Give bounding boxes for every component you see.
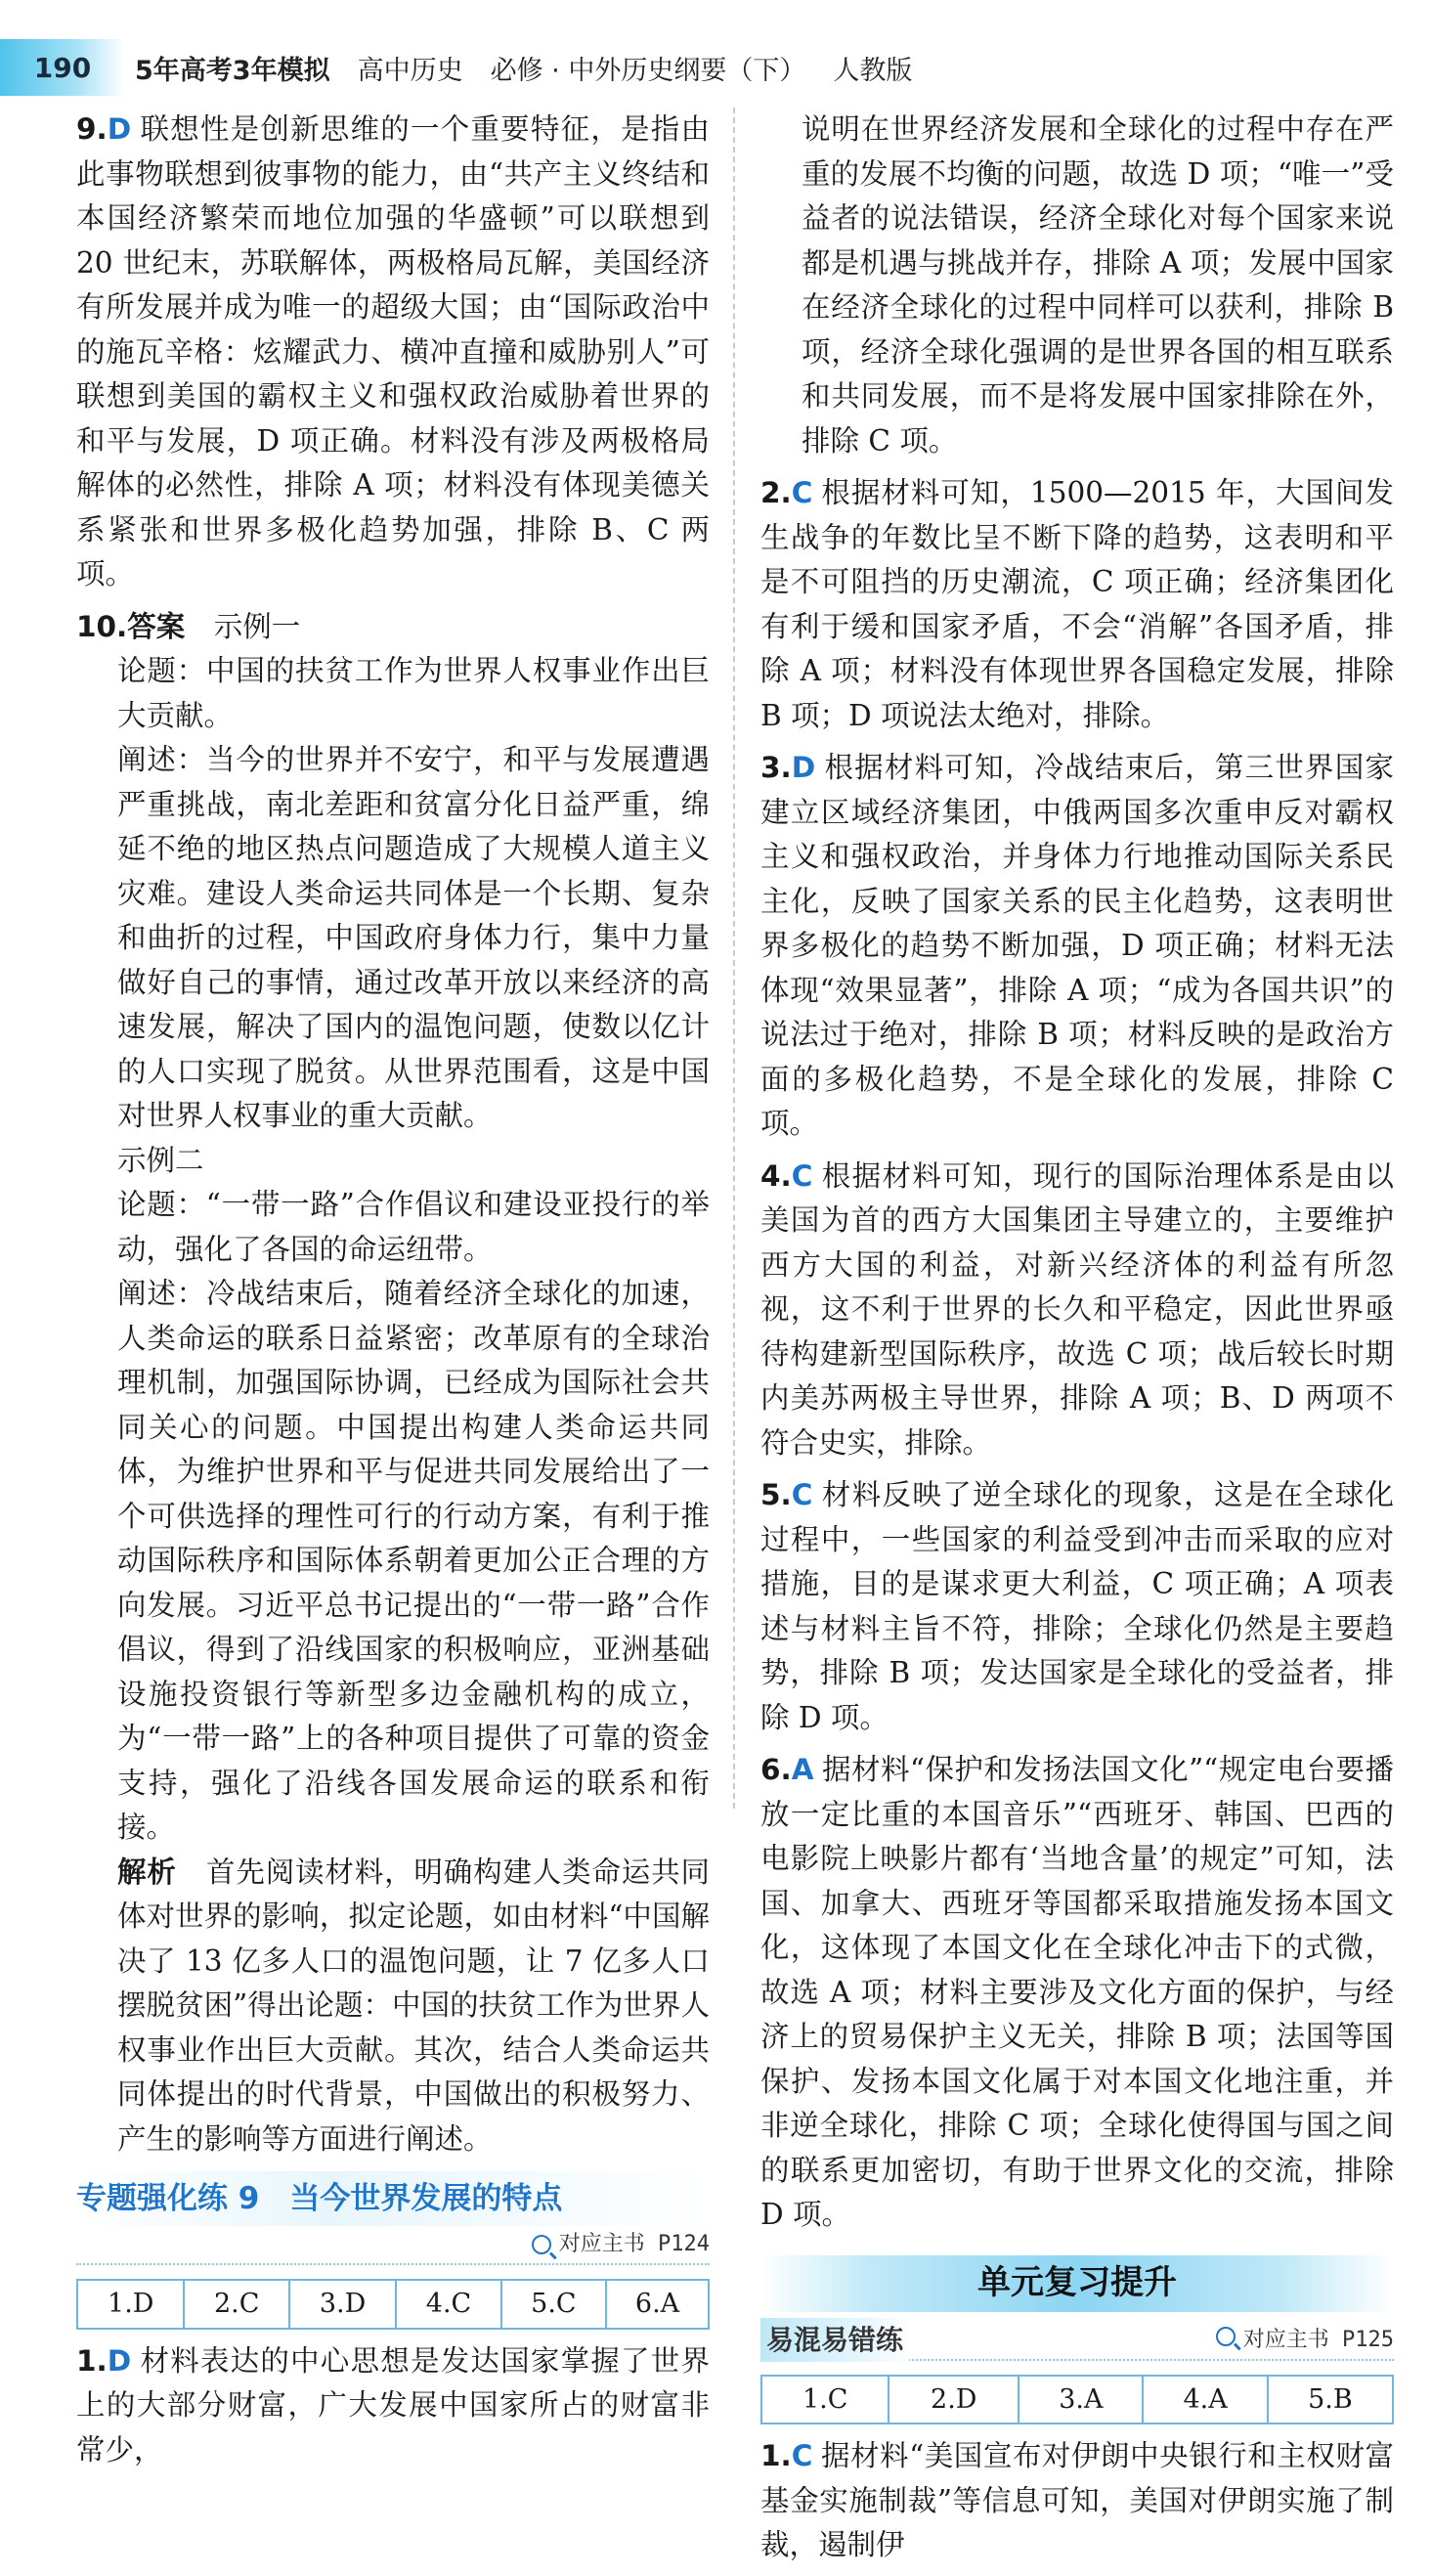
elaboration-text: 阐述：冷战结束后，随着经济全球化的加速，人类命运的联系日益紧密；改革原有的全球治理机制，加强国际协调，已经成为国际社会共同关心的问题。中国提出构建人类命运共同体，为维护世界和平与促进共同发展给出了一个可供选择的理性可行的行动方案，有利于推动国际秩序和国际体系朝着更加公正合理的方向发展。习近平总书记提出的“一带一路”合作倡议，得到了沿线国家的积极响应，亚洲基础设施投资银行等新型多边金融机构的成立，为“一带一路”上的各种项目提供了可靠的资金支持，强化了沿线各国发展命运的联系和衔接。	[117, 1277, 710, 1844]
answer-cell: 5.C	[501, 2280, 606, 2329]
answer-cell: 1.C	[761, 2376, 889, 2424]
explanation-text: 据材料“美国宣布对伊朗中央银行和主权财富基金实施制裁”等信息可知，美国对伊朗实施了制裁，遏制伊	[760, 2439, 1394, 2561]
answer-letter: D	[107, 2343, 132, 2378]
explanation-text: 根据材料可知，1500—2015 年，大国间发生战争的年数比呈不断下降的趋势，这表明和平是不可阻挡的历史潮流，C 项正确；经济集团化有利于缓和国家矛盾，不会“消解”各国矛盾，排除 A 项；材料没有体现世界各国稳定发展，排除 B 项；D 项说法太绝对，排除。	[760, 476, 1394, 732]
answer-cell: 1.D	[77, 2280, 184, 2329]
answer-letter: D	[791, 751, 816, 784]
answer-letter: C	[791, 476, 813, 509]
edition-label: 人教版	[833, 55, 913, 86]
page-number: 190	[0, 39, 125, 96]
example-title: 示例二	[117, 1143, 204, 1177]
explanation-text: 联想性是创新思维的一个重要特征，是指由此事物联想到彼事物的能力，由“共产主义终结和本国经济繁荣而地位加强的华盛顿”可以联想到 20 世纪末，苏联解体，两极格局瓦解，美国经济有所发展并成为唯一的超级大国；由“国际政治中的施瓦辛格：炫耀武力、横冲直撞和威胁别人”可联想到美国的霸权主义和强权政治威胁着世界的和平与发展，D 项正确。材料没有涉及两极格局解体的必然性，排除 A 项；材料没有体现美德关系紧张和世界多极化趋势加强，排除 B、C 两项。	[76, 112, 710, 590]
answer-cell: 4.C	[396, 2280, 500, 2329]
sub-heading: 易混易错练	[760, 2318, 909, 2363]
question-1	[76, 2339, 710, 2473]
question-number: 2.	[760, 476, 792, 509]
book-label: 必修 · 中外历史纲要（下）	[490, 55, 806, 86]
question-number: 10.	[76, 609, 128, 643]
answer-cell: 3.A	[1019, 2376, 1143, 2424]
thesis-text: 论题：中国的扶贫工作为世界人权事业作出巨大贡献。	[117, 654, 710, 732]
brand-title: 5年高考3年模拟	[135, 55, 330, 86]
question-number: 9.	[76, 112, 108, 146]
answer-cell: 6.A	[606, 2280, 709, 2329]
question-number: 5.	[760, 1478, 792, 1511]
explanation-text: 材料反映了逆全球化的现象，这是在全球化过程中，一些国家的利益受到冲击而采取的应对措施，目的是谋求更大利益，C 项正确；A 项表述与材料主旨不符，排除；全球化仍然是主要趋势，排除 B 项；发达国家是全球化的受益者，排除 D 项。	[760, 1478, 1394, 1734]
analysis-label: 解析	[117, 1855, 177, 1889]
thesis-text: 论题：“一带一路”合作倡议和建设亚投行的举动，强化了各国的命运纽带。	[117, 1188, 710, 1266]
column-divider	[733, 108, 735, 1809]
explanation-text: 材料表达的中心思想是发达国家掌握了世界上的大部分财富，广大发展中国家所占的财富非常少，	[76, 2343, 710, 2467]
reference-line	[760, 2322, 1394, 2361]
page-header	[0, 39, 1431, 96]
left-column	[76, 108, 710, 2480]
section-title: 专题强化练 9 当今世界发展的特点	[76, 2171, 710, 2226]
question-number: 4.	[760, 1158, 792, 1193]
elaboration-text: 阐述：当今的世界并不安宁，和平与发展遭遇严重挑战，南北差距和贫富分化日益严重，绵延不绝的地区热点问题造成了大规模人道主义灾难。建设人类命运共同体是一个长期、复杂和曲折的过程，中国政府身体力行，集中力量做好自己的事情，通过改革开放以来经济的高速发展，解决了国内的温饱问题，使数以亿计的人口实现了脱贫。从世界范围看，这是中国对世界人权事业的重大贡献。	[117, 743, 710, 1132]
question-number: 3.	[760, 751, 792, 784]
question-1	[760, 2434, 1394, 2568]
reference-text: 对应主书 P124	[558, 2232, 710, 2257]
question-4	[760, 1155, 1394, 1466]
search-icon	[1216, 2327, 1236, 2346]
question-5	[760, 1473, 1394, 1740]
answer-letter: A	[791, 1753, 814, 1786]
answer-cell: 2.C	[184, 2280, 288, 2329]
explanation-text: 据材料“保护和发扬法国文化”“规定电台要播放一定比重的本国音乐”“西班牙、韩国、巴西的电影院上映影片都有‘当地含量’的规定”可知，法国、加拿大、西班牙等国都采取措施发扬本国文化，这体现了本国文化在全球化冲击下的式微，故选 A 项；材料主要涉及文化方面的保护，与经济上的贸易保护主义无关，排除 B 项；法国等国保护、发扬本国文化属于对本国文化地注重，并非逆全球化，排除 C 项；全球化使得国与国之间的联系更加密切，有助于世界文化的交流，排除 D 项。	[760, 1753, 1394, 2231]
answer-letter: C	[791, 2439, 813, 2472]
right-column	[760, 108, 1394, 2576]
question-number: 1.	[760, 2439, 792, 2472]
example-title: 示例一	[213, 609, 301, 643]
question-9	[76, 108, 710, 597]
question-10	[76, 605, 710, 2162]
answer-cell: 2.D	[889, 2376, 1019, 2424]
answer-cell: 4.A	[1143, 2376, 1267, 2424]
reference-text: 对应主书 P125	[1242, 2327, 1394, 2352]
analysis-text: 首先阅读材料，明确构建人类命运共同体对世界的影响，拟定论题，如由材料“中国解决了 13 亿多人口的温饱问题，让 7 亿多人口摆脱贫困”得出论题：中国的扶贫工作为世界人权事业作出巨大贡献。其次，结合人类命运共同体提出的时代背景，中国做出的积极努力、产生的影响等方面进行阐述。	[117, 1855, 710, 2156]
answer-letter: D	[107, 112, 132, 146]
answer-letter: C	[791, 1478, 813, 1511]
answer-cell: 5.B	[1268, 2376, 1393, 2424]
question-number: 1.	[76, 2343, 108, 2378]
answer-letter: C	[791, 1158, 813, 1193]
explanation-text: 根据材料可知，冷战结束后，第三世界国家建立区域经济集团，中俄两国多次重申反对霸权主义和强权政治，并身体力行地推动国际关系民主化，反映了国家关系的民主化趋势，这表明世界多极化的趋势不断加强，D 项正确；材料无法体现“效果显著”，排除 A 项；“成为各国共识”的说法过于绝对，排除 B 项；材料反映的是政治方面的多极化趋势，不是全球化的发展，排除 C 项。	[760, 751, 1394, 1140]
question-2	[760, 471, 1394, 738]
question-6	[760, 1748, 1394, 2238]
continued-explanation: 说明在世界经济发展和全球化的过程中存在严重的发展不均衡的问题，故选 D 项；“唯一”受益者的说法错误，经济全球化对每个国家来说都是机遇与挑战并存，排除 A 项；发展中国家在经济全球化的过程中同样可以获利，排除 B 项，经济全球化强调的是世界各国的相互联系和共同发展，而不是将发展中国家排除在外，排除 C 项。	[802, 112, 1394, 458]
answer-table	[760, 2375, 1394, 2425]
answer-table	[76, 2279, 710, 2330]
reference-line	[76, 2226, 710, 2265]
answer-label: 答案	[127, 609, 186, 643]
subject-label: 高中历史	[357, 55, 463, 86]
answer-cell: 3.D	[289, 2280, 396, 2329]
explanation-text: 根据材料可知，现行的国际治理体系是由以美国为首的西方大国集团主导建立的，主要维护西方大国的利益，对新兴经济体的利益有所忽视，这不利于世界的长久和平稳定，因此世界亟待构建新型国际秩序，故选 C 项；战后较长时期内美苏两极主导世界，排除 A 项；B、D 两项不符合史实，排除。	[760, 1158, 1394, 1460]
search-icon	[532, 2235, 551, 2254]
question-number: 6.	[760, 1753, 792, 1786]
unit-review-banner: 单元复习提升	[760, 2255, 1394, 2312]
question-3	[760, 746, 1394, 1147]
